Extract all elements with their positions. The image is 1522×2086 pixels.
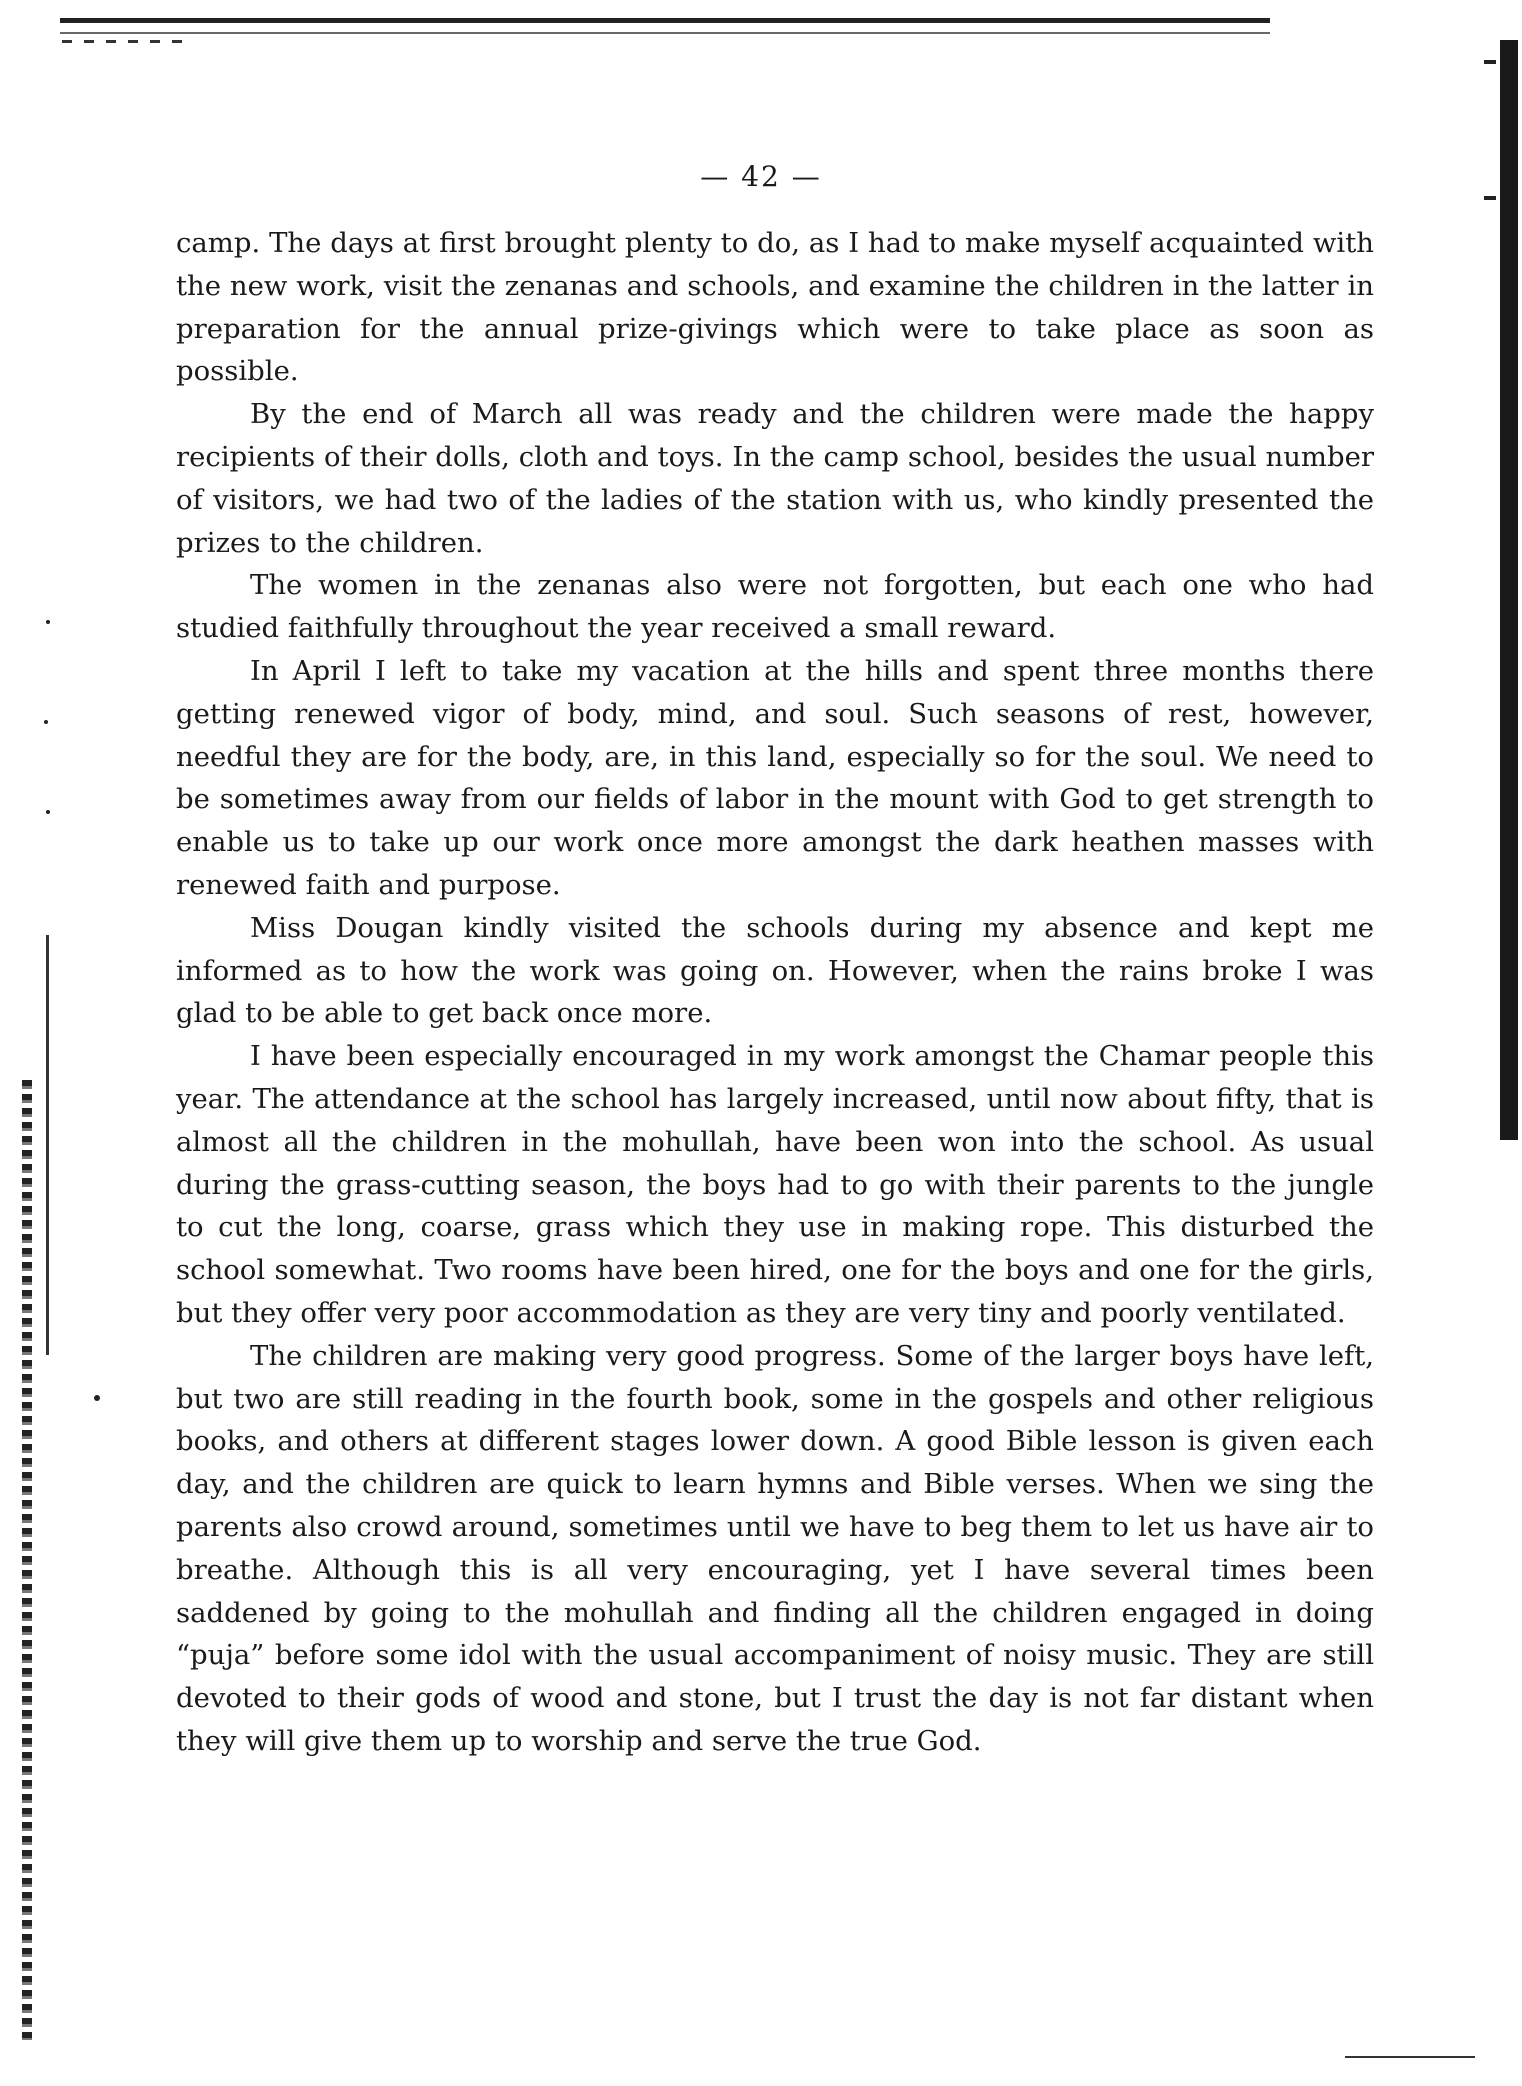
right-edge-scan-bar xyxy=(1500,40,1518,1140)
body-text xyxy=(176,222,1374,1763)
top-border-rule xyxy=(60,18,1270,23)
paragraph: I have been especially encouraged in my work amongst the Chamar people this year. The attendance at the school has largely increased, until now about fifty, that is almost all the children in the mohullah, have been won into the school. As usual during the grass-cutting season, the boys had to go with their parents to the jungle to cut the long, coarse, grass which they use in making rope. This disturbed the school somewhat. Two rooms have been hired, one for the boys and one for the girls, but they offer very poor accommodation as they are very tiny and poorly ventilated. xyxy=(176,1040,1374,1329)
paragraph: Miss Dougan kindly visited the schools during my absence and kept me informed as to how the work was going on. However, when the rains broke I was glad to be able to get back once more. xyxy=(176,911,1374,1030)
right-edge-mark xyxy=(1484,196,1496,200)
top-border-fragment xyxy=(62,40,192,43)
bottom-corner-rule xyxy=(1345,2056,1475,2058)
margin-dot xyxy=(46,810,50,814)
page-number: — 42 — xyxy=(700,160,822,193)
right-edge-mark xyxy=(1484,60,1496,64)
paragraph: By the end of March all was ready and the children were made the happy recipients of their dolls, cloth and toys. In the camp school, besides the usual number of visitors, we had two of the ladies of the station with us, who kindly presented the prizes to the children. xyxy=(176,398,1374,559)
margin-dot xyxy=(44,720,48,724)
margin-dot xyxy=(94,1395,100,1401)
left-margin-line xyxy=(46,935,49,1355)
paragraph: In April I left to take my vacation at the hills and spent three months there getting renewed vigor of body, mind, and soul. Such seasons of rest, however, needful they are for the body, are, in this land, especially so for the soul. We need to be sometimes away from our fields of labor in the mount with God to get strength to enable us to take up our work once more amongst the dark heathen masses with renewed faith and purpose. xyxy=(176,654,1374,901)
top-border-rule-thin xyxy=(60,32,1270,34)
paragraph: The children are making very good progress. Some of the larger boys have left, but two are still reading in the fourth book, some in the gospels and other religious books, and others at different stages lower down. A good Bible lesson is given each day, and the children are quick to learn hymns and Bible verses. When we sing the parents also crowd around, sometimes until we have to beg them to let us have air to breathe. Although this is all very encouraging, yet I have several times been saddened by going to the mohullah and finding all the children engaged in doing “puja” before some idol with the usual accompaniment of noisy music. They are still devoted to their gods of wood and stone, but I trust the day is not far distant when they will give them up to worship and serve the true God. xyxy=(176,1339,1374,1757)
paragraph: camp. The days at first brought plenty to do, as I had to make myself acquainted with the new work, visit the zenanas and schools, and examine the children in the latter in preparation for the annual prize-givings which were to take place as soon as possible. xyxy=(176,227,1374,388)
paragraph: The women in the zenanas also were not forgotten, but each one who had studied faithfully throughout the year received a small reward. xyxy=(176,569,1374,645)
left-edge-binding xyxy=(22,1080,32,2040)
margin-dot xyxy=(46,620,50,624)
